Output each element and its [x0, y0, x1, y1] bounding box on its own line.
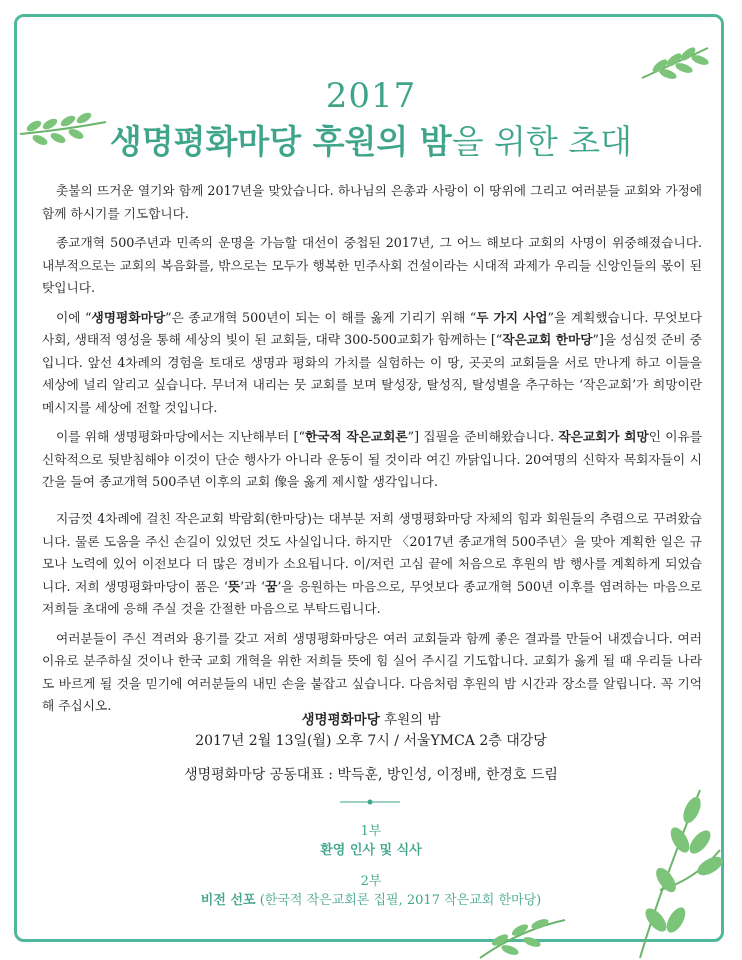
paragraph: 지금껏 4차례에 걸친 작은교회 박람회(한마당)는 대부분 저희 생명평화마당 자체의 힘과 회원들의 추렴으로 꾸려왔습니다. 물론 도움을 주신 손길이 있었던 것도 사실입니다. 하지만 〈2017년 종교개혁 500주년〉을 맞아 계획한 일은 규모나 노력에 있어 이전보다 더 많은 경비가 소요됩니다. 이/저런 고심 끝에 처음으로 후원의 밤 행사를 계획하게 되었습니다. 저희 생명평화마당이 품은 ‘뜻’과 ‘꿈’을 응원하는 마음으로, 무엇보다 종교개혁 500년 이후를 염려하는 마음으로 저희들 초대에 응해 주실 것을 간절한 마음으로 부탁드립니다.: [42, 511, 703, 616]
program-part-1-title: 환영 인사 및 식사: [320, 843, 422, 858]
paragraph: 이를 위해 생명평화마당에서는 지난해부터 [“한국적 작은교회론”] 집필을 준비해왔습니다. 작은교회가 희망인 이유를 신학적으로 뒷받침해야 이것이 단순 행사가 아니라 운동이 될 것이라 여긴 까닭입니다. 20여명의 신학자 목회자들이 시간을 들여 종교개혁 500주년 이후의 교회 像을 옳게 제시할 생각입니다.: [42, 429, 702, 489]
event-name: 생명평화마당 후원의 밤: [301, 712, 441, 728]
program-part-2-title: 비전 선포 (한국적 작은교회론 집필, 2017 작은교회 한마당): [200, 893, 542, 908]
title-rest: 을 위한 초대: [451, 122, 633, 161]
signature: 생명평화마당 공동대표 : 박득훈, 방인성, 이정배, 한경호 드림: [184, 767, 558, 783]
title-bold: 생명평화마당 후원의 밤: [109, 122, 452, 161]
page-title: [0, 116, 742, 163]
letter-section-1: [42, 180, 702, 501]
leaf-branch-icon: [470, 900, 570, 960]
paragraph: 여러분들이 주신 격려와 용기를 갖고 저희 생명평화마당은 여러 교회들과 함께 좋은 결과를 만들어 내겠습니다. 여러 이유로 분주하실 것이나 한국 교회 개혁을 위한 저희들 뜻에 힘 실어 주시길 기도합니다. 교회가 옳게 될 때 우리들 나라도 바르게 될 것을 믿기에 여러분들의 내민 손을 붙잡고 싶습니다. 다음처럼 후원의 밤 시간과 장소를 알립니다. 꼭 기억해 주십시오.: [42, 630, 702, 713]
program-part-2-label: 2부: [360, 874, 382, 889]
program-part-1-label: 1부: [360, 824, 382, 839]
divider-ornament-icon: [340, 799, 400, 805]
event-year: 2017: [325, 76, 417, 116]
paragraph: 이에 “생명평화마당”은 종교개혁 500년이 되는 이 해를 옳게 기리기 위해 “두 가지 사업”을 계획했습니다. 무엇보다 사회, 생태적 영성을 통해 세상의 빛이 된 교회들, 대략 300-500교회가 함께하는 [“작은교회 한마당”]을 성심껏 준비 중입니다. 앞선 4차례의 경험을 토대로 생명과 평화의 가치를 실험하는 이 땅, 곳곳의 교회들을 서로 만나게 하고 이들을 세상에 널리 알리고 싶습니다. 무너져 내리는 뭇 교회를 보며 탈성장, 탈성직, 탈성별을 추구하는 ‘작은교회’가 희망이란 메시지를 세상에 전할 것입니다.: [42, 309, 702, 415]
paragraph: 촛불의 뜨거운 열기와 함께 2017년을 맞았습니다. 하나님의 은총과 사랑이 이 땅위에 그리고 여러분들 교회와 가정에 함께 하시기를 기도합니다.: [42, 183, 702, 221]
event-date: 2017년 2월 13일(월) 오후 7시 / 서울YMCA 2층 대강당: [195, 733, 547, 749]
paragraph: 종교개혁 500주년과 민족의 운명을 가늠할 대선이 중첩된 2017년, 그 어느 해보다 교회의 사명이 위중해졌습니다. 내부적으로는 교회의 복음화를, 밖으로는 모두가 행복한 민주사회 건설이라는 시대적 과제가 우리들 신앙인들의 몫이 된 탓입니다.: [42, 235, 702, 295]
letter-section-2: [42, 508, 702, 725]
leaf-branch-icon: [600, 770, 740, 960]
